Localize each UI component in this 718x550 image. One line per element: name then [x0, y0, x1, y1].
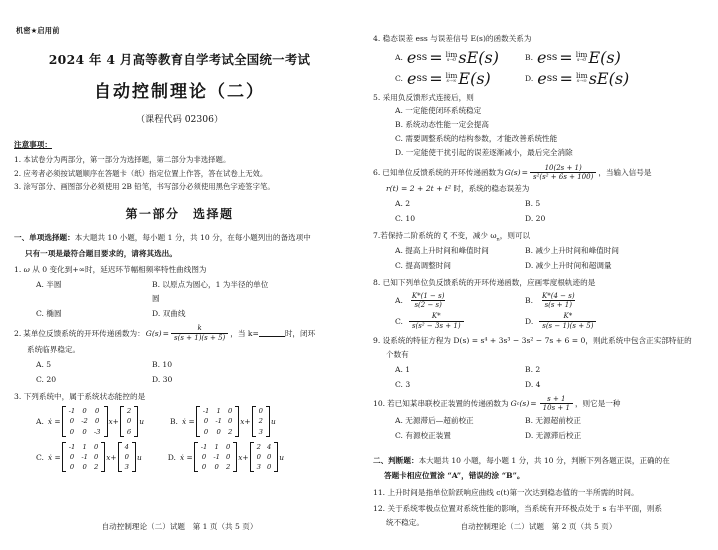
question-10-gc-post: (s): [519, 399, 530, 409]
question-4-option-b-body: E(s): [588, 47, 621, 67]
question-3-option-c-tail: u: [136, 452, 142, 462]
question-9-option-b[interactable]: B. 2: [525, 364, 541, 374]
question-4-option-a-eq: =: [429, 47, 443, 67]
question-4-option-d-eq: =: [559, 68, 573, 88]
question-1-omega: ω: [23, 265, 30, 275]
question-4-option-d-lhs: e: [537, 68, 547, 88]
question-2-fraction-numerator: k: [197, 324, 202, 333]
question-1-options-row1: [36, 278, 345, 306]
question-10-option-b[interactable]: B. 无源超前校正: [525, 416, 581, 426]
exam-subject-title: 自动控制理论（二）: [94, 82, 265, 102]
question-12-number: 12.: [373, 504, 386, 514]
question-8-option-b-label: B.: [525, 296, 533, 306]
question-1-number: 1.: [14, 265, 22, 275]
question-5-option-b[interactable]: B. 系统动态性能一定会提高: [395, 120, 489, 130]
question-8-options-row1: [395, 292, 704, 311]
question-10-eq: =: [530, 399, 537, 409]
question-10-option-a[interactable]: A. 无源滞后—超前校正: [395, 416, 474, 426]
question-3-option-a-mid: x+: [108, 417, 119, 427]
question-3-option-a-tail: u: [139, 417, 144, 427]
question-2-option-b[interactable]: B. 10: [152, 359, 173, 369]
question-2-options-row2: [36, 373, 345, 387]
question-7-option-b[interactable]: B. 减少上升时间和峰值时间: [525, 245, 619, 255]
question-4-option-a-lhs: e: [406, 47, 417, 67]
question-8-option-b[interactable]: [525, 292, 655, 311]
question-2-stem-text: 某单位反馈系统的开环传递函数为：: [23, 328, 145, 338]
question-6-options-row1: [395, 197, 704, 211]
section-two-heading-rest: 本大题共 10 小题，每小题 1 分，共 10 分，判断下列各题正误，正确的在: [418, 455, 670, 465]
question-8-number: 8.: [373, 277, 381, 287]
question-9-option-c[interactable]: C. 3: [395, 379, 411, 389]
question-6-option-d[interactable]: D. 20: [525, 214, 546, 224]
question-6-number: 6.: [373, 168, 381, 178]
question-6-fraction-denominator: s²(s² + 6s + 100): [530, 172, 596, 182]
question-8-option-a-label: A.: [395, 296, 403, 306]
question-3-option-a-matrix-A: -1 0 0 0 -2 0 0 0 -3: [62, 406, 108, 437]
question-4-option-d-limit: lim s→∞: [575, 70, 588, 85]
question-6-stem-post: ，当输入信号是: [598, 168, 652, 178]
question-3-option-d-tail: u: [279, 452, 285, 462]
question-10-fraction-denominator: 10s + 1: [540, 403, 573, 413]
notes-heading: 注意事项：: [14, 140, 52, 149]
question-2-fraction: [171, 324, 228, 343]
question-8-option-d-label: D.: [525, 317, 534, 327]
question-10-options-row1: [395, 414, 704, 428]
question-6-stem-line2: [386, 182, 704, 196]
question-12-stem-text: 关于系统零极点位置对系统性能的影响，当系统有开环极点处于 s 右半平面，则系: [387, 504, 663, 514]
question-1-stem-text: 从 0 变化到+∞时，延迟环节幅相频率特性曲线图为: [32, 265, 207, 275]
question-6-stem-line2-rest: 时，系统的稳态误差为: [453, 184, 530, 194]
question-6-fraction: [530, 164, 596, 183]
question-6-gs: G(s): [504, 168, 521, 178]
question-2-option-a[interactable]: A. 5: [36, 359, 52, 369]
question-1-option-c[interactable]: C. 椭圆: [36, 308, 62, 318]
question-5-option-a[interactable]: A. 一定能使闭环系统稳定: [395, 106, 482, 116]
section-one-heading: [14, 231, 345, 244]
question-7-option-c[interactable]: C. 提高调整时间: [395, 260, 451, 270]
question-12-stem: [373, 502, 704, 516]
question-6-option-a[interactable]: A. 2: [395, 199, 411, 208]
question-5-number: 5.: [373, 92, 381, 102]
question-3-option-d-mid: x+: [238, 452, 249, 462]
question-10-stem-post: ，则它是一种: [574, 399, 621, 409]
question-9-stem-text: 设系统的特征方程为 D(s) = s⁴ + 3s³ − 3s² − 7s + 6 = 0，则此系统中包含正实部特征的: [382, 336, 692, 346]
left-page-footer: 自动控制理论（二）试题 第 1 页（共 5 页）: [101, 522, 258, 531]
section-two-heading: [373, 454, 704, 467]
question-10-gc: G: [510, 399, 517, 409]
question-7-stem-sub: n: [496, 236, 500, 243]
question-6-stem: [373, 164, 704, 183]
question-3-option-c-label[interactable]: C.: [36, 452, 44, 462]
question-2-blank: [259, 329, 285, 337]
question-4-option-b-limit: lim s→0: [575, 49, 588, 64]
question-4-option-c-body: E(s): [458, 68, 491, 88]
question-3-stem: [14, 390, 345, 404]
question-2-option-d[interactable]: D. 30: [152, 374, 173, 384]
question-3-option-d-label[interactable]: D.: [167, 452, 176, 462]
section-two-heading-line2: 答题卡相应位置涂 “A”，错误的涂 “B”。: [384, 470, 525, 480]
note-item-3: 3. 涂写部分、画图部分必须使用 2B 铅笔，书写部分必须使用黑色字迹签字笔。: [14, 182, 275, 192]
question-2-stem: [14, 324, 345, 343]
question-4-stem-text: 稳态误差 ess 与误差信号 E(s)的函数关系为: [382, 34, 532, 43]
secret-mark: 机密★启用前: [16, 26, 60, 35]
question-7-option-d[interactable]: D. 减少上升时间和超调量: [525, 260, 612, 270]
question-2-number: 2.: [14, 328, 22, 338]
question-4-option-b-eq: =: [559, 47, 573, 67]
page-right-column: [359, 0, 718, 550]
question-1-option-b[interactable]: B. 以原点为圆心，1 为半径的单位圆: [152, 279, 269, 303]
question-4-options-row1: [395, 48, 704, 67]
note-item-1: 1. 本试卷分为两部分，第一部分为选择题，第二部分为非选择题。: [14, 155, 231, 164]
question-6-option-b[interactable]: B. 5: [525, 199, 541, 208]
right-page-footer: 自动控制理论（二）试题 第 2 页（共 5 页）: [460, 522, 617, 531]
question-3-option-c-matrix-B: 4 0 3: [118, 442, 136, 473]
question-4-option-d[interactable]: D. e ss = lim s→∞ sE(s): [525, 68, 630, 88]
question-5-stem-text: 采用负反馈形式连接后，则: [382, 92, 474, 102]
exam-title-line1: 2024 年 4 月高等教育自学考试全国统一考试: [48, 52, 311, 67]
question-6-fraction-numerator: 10(2s + 1): [544, 163, 582, 172]
question-4-option-a-label: A.: [395, 52, 403, 62]
question-10-fraction: [540, 395, 573, 414]
question-2-stem-line2: 系统临界稳定。: [27, 344, 81, 354]
question-4-option-a[interactable]: A. e ss = lim s→0 sE(s): [395, 47, 499, 67]
section-two-heading-bold: 二、判断题：: [373, 455, 419, 465]
question-6-option-c[interactable]: C. 10: [395, 214, 416, 224]
question-4-option-c-label: C.: [395, 73, 403, 83]
question-4-option-c-eq: =: [429, 68, 443, 88]
question-3-option-d-lhs: ẋ =: [179, 452, 193, 462]
question-4-stem: [373, 32, 704, 46]
question-10-option-d[interactable]: D. 无源滞后校正: [525, 431, 582, 441]
question-9-stem-line2: 个数有: [386, 349, 409, 359]
question-10-fraction-numerator: s + 1: [547, 394, 566, 403]
section-one-heading-rest: 本大题共 10 小题，每小题 1 分，共 10 分，在每小题列出的备选项中: [74, 233, 311, 243]
question-3-option-c-lhs: ẋ =: [47, 452, 61, 462]
question-7-option-a[interactable]: A. 提高上升时间和峰值时间: [395, 245, 489, 255]
question-1-stem: [14, 263, 345, 277]
question-9-option-a[interactable]: A. 1: [395, 364, 411, 374]
question-8-option-c-label: C.: [395, 317, 403, 327]
question-2-gs: G(s): [145, 328, 162, 338]
question-2-options-row1: [36, 358, 345, 372]
question-3-choices-row2: [36, 442, 345, 473]
question-6-options-row2: [395, 212, 704, 226]
question-4-option-a-limit: lim s→0: [445, 49, 458, 64]
question-3-option-a-label[interactable]: A.: [36, 417, 44, 427]
question-4-option-c-lhs: e: [406, 68, 417, 88]
question-3-option-d-matrix-B: 2 4 0 0 3 0: [250, 442, 279, 473]
question-8-stem-text: 已知下列单位负反馈系统的开环传递函数，应画零度根轨迹的是: [382, 277, 596, 287]
question-7-number: 7.: [373, 231, 381, 241]
question-7-stem-text: 若保持二阶系统的 ζ 不变，减少 ω: [380, 231, 497, 241]
question-3-option-b-matrix-B: 0 2 3: [252, 406, 270, 437]
question-3-option-b-label[interactable]: B.: [169, 417, 178, 427]
question-9-option-d[interactable]: D. 4: [525, 379, 541, 389]
question-11-stem: [373, 486, 704, 500]
question-6-eq: =: [521, 168, 529, 178]
question-10-options-row2: [395, 429, 704, 443]
question-4-options-row2: [395, 69, 704, 88]
question-3-option-b-lhs: ẋ =: [181, 417, 195, 427]
question-4-option-d-label: D.: [525, 73, 534, 83]
question-8-option-c-fraction: $\frac{K*}{\text{s(s² − 3s + 1)}}$: [409, 312, 464, 331]
section-one-heading-line2: 只有一项是最符合题目要求的，请将其选出。: [25, 248, 177, 258]
part-one-title: 第一部分 选择题: [125, 207, 234, 222]
question-3-option-c-matrix-A: -1 1 0 0 -1 0 0 0 2: [62, 442, 106, 473]
question-5-option-d[interactable]: D. 一定能使干扰引起的误差逐渐减小，最后完全消除: [395, 148, 573, 158]
question-3-option-a-lhs: ẋ =: [47, 417, 61, 427]
question-3-number: 3.: [14, 391, 22, 401]
question-2-stem-post: 时，闭环: [284, 328, 316, 338]
question-3-option-b-tail: u: [270, 417, 276, 427]
question-4-option-a-body: sE(s): [458, 47, 499, 67]
question-12-stem-line2: 统不稳定。: [386, 517, 424, 527]
question-8-option-b-fraction: $\frac{K*(4 - s)}{s(s + 1)}$: [542, 291, 575, 310]
question-3-option-b-matrix-A: -1 1 0 0 -1 0 0 0 2: [196, 406, 240, 437]
section-one-heading-bold: 一、单项选择题：: [14, 233, 75, 243]
question-4-option-c-limit: lim s→∞: [445, 70, 458, 85]
question-4-number: 4.: [373, 34, 381, 43]
question-1-option-a[interactable]: A. 半圆: [36, 279, 62, 289]
question-2-stem-mid: ，当 k=: [230, 328, 259, 338]
question-3-choices-row1: [36, 406, 345, 437]
question-4-option-b-lhs: e: [537, 47, 547, 67]
question-4-option-b[interactable]: B. e ss = lim s→0 E(s): [525, 47, 621, 67]
question-11-number: 11.: [373, 487, 386, 497]
question-4-option-c[interactable]: C. e ss = lim s→∞ E(s): [395, 68, 491, 88]
question-8-options-row2: [395, 312, 704, 331]
question-10-option-c[interactable]: C. 有源校正装置: [395, 431, 451, 441]
question-4-option-d-body: sE(s): [588, 68, 630, 88]
question-1-options-row2: [36, 307, 345, 321]
question-9-options-row2: [395, 378, 704, 392]
question-10-stem: 10. 若已知某串联校正装置的传递函数为 G c (s) = $\frac{s + 1}{10s + 1}$ ，则它是一种: [373, 394, 621, 413]
question-7-options-row2: [395, 259, 704, 273]
question-10-stem-text: 若已知某串联校正装置的传递函数为: [387, 399, 509, 409]
course-code: （课程代码 02306）: [135, 114, 224, 125]
question-3-option-d-matrix-A: -1 1 0 0 -1 0 0 0 2: [194, 442, 238, 473]
question-1-option-d[interactable]: D. 双曲线: [152, 308, 186, 318]
question-10-number: 10.: [373, 399, 386, 409]
question-3-stem-text: 下列系统中，属于系统状态能控的是: [23, 391, 146, 401]
question-8-option-a[interactable]: [395, 292, 525, 311]
question-11-stem-text: 上升时间是指单位阶跃响应曲线 c(t)第一次达到稳态值的一半所需的时间。: [387, 487, 639, 497]
question-6-input-signal: r(t) = 2 + 2t + t²: [386, 184, 451, 194]
question-5-option-c[interactable]: C. 需要调整系统的结构参数，才能改善系统性能: [395, 134, 558, 144]
question-8-option-a-fraction: $\frac{K*(1 - s)}{s(2 - s)}$: [411, 291, 445, 310]
question-8-option-d[interactable]: [525, 312, 655, 331]
question-2-option-c[interactable]: C. 20: [36, 374, 57, 384]
question-6-stem-text: 已知单位反馈系统的开环传递函数为: [382, 168, 504, 178]
question-4-option-b-label: B.: [525, 52, 533, 62]
question-7-stem-tail: ，则可以: [499, 231, 531, 241]
question-7-options-row1: [395, 244, 704, 258]
question-2-eq: =: [162, 328, 170, 338]
note-item-2: 2. 应考者必须按试题顺序在答题卡（纸）指定位置上作答，答在试卷上无效。: [14, 168, 268, 178]
question-8-stem: [373, 276, 704, 290]
question-8-option-d-fraction: $\frac{K*}{s(s - 1)(s + 5)}$: [539, 312, 596, 331]
question-2-fraction-denominator: s(s + 1)(s + 5): [171, 333, 228, 343]
question-9-number: 9.: [373, 336, 381, 346]
question-3-option-a-matrix-B: 2 0 6: [120, 406, 138, 437]
question-5-stem: [373, 91, 704, 105]
question-3-option-c-mid: x+: [106, 452, 117, 462]
question-8-option-c[interactable]: [395, 312, 525, 331]
question-7-stem: [373, 229, 704, 243]
question-9-stem: [373, 334, 704, 348]
question-3-option-b-mid: x+: [240, 417, 251, 427]
question-9-options-row1: [395, 363, 704, 377]
